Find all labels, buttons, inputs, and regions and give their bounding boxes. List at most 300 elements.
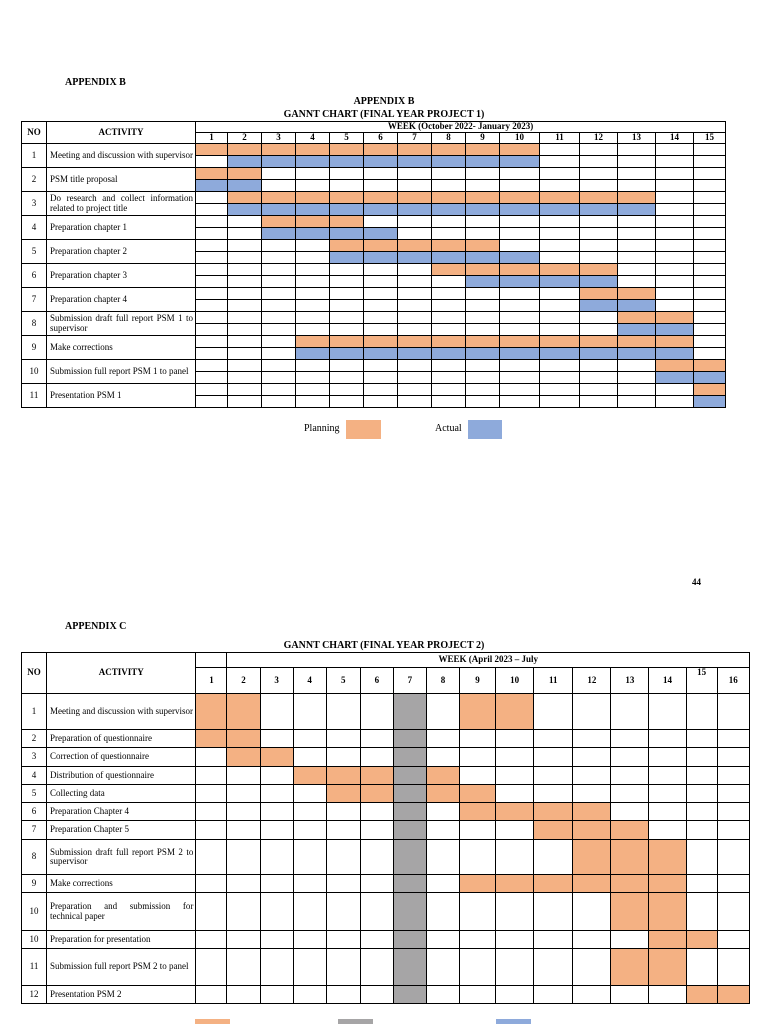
empty-cell xyxy=(611,931,649,949)
empty-cell xyxy=(426,821,459,840)
empty-cell xyxy=(656,192,694,204)
planning-bar-cell xyxy=(618,336,656,348)
week-number: 3 xyxy=(262,133,296,144)
planning-bar-cell xyxy=(496,694,534,730)
week-number: 14 xyxy=(656,133,694,144)
empty-cell xyxy=(540,300,580,312)
planning-bar-cell xyxy=(262,144,296,156)
empty-cell xyxy=(296,264,330,276)
empty-cell xyxy=(360,986,393,1004)
table-row xyxy=(22,360,726,372)
empty-cell xyxy=(227,803,260,821)
legend-actual-swatch xyxy=(468,420,502,439)
empty-cell xyxy=(686,730,717,748)
empty-cell xyxy=(618,180,656,192)
gantt-chart-2-title: GANNT CHART (FINAL YEAR PROJECT 2) xyxy=(283,640,485,651)
empty-cell xyxy=(196,228,228,240)
table-row xyxy=(22,240,726,252)
empty-cell xyxy=(686,803,717,821)
planning-bar-cell xyxy=(656,360,694,372)
legend-gray-swatch xyxy=(338,1019,373,1024)
empty-cell xyxy=(228,264,262,276)
week-number: 6 xyxy=(364,133,398,144)
planning-bar-cell xyxy=(228,168,262,180)
planning-bar-cell xyxy=(466,192,500,204)
actual-bar-cell xyxy=(330,228,364,240)
empty-cell xyxy=(432,384,466,396)
empty-cell xyxy=(296,324,330,336)
actual-bar-cell xyxy=(364,348,398,360)
empty-cell xyxy=(426,931,459,949)
empty-cell xyxy=(196,748,227,767)
empty-cell xyxy=(262,288,296,300)
empty-cell xyxy=(398,216,432,228)
empty-cell xyxy=(618,372,656,384)
empty-cell xyxy=(326,748,360,767)
appendix-c-label: APPENDIX C xyxy=(65,621,127,632)
empty-cell xyxy=(580,168,618,180)
actual-bar-cell xyxy=(398,252,432,264)
empty-cell xyxy=(686,785,717,803)
actual-bar-cell xyxy=(656,348,694,360)
empty-cell xyxy=(432,396,466,408)
empty-cell xyxy=(694,312,726,324)
empty-cell xyxy=(656,204,694,216)
empty-cell xyxy=(573,785,611,803)
empty-cell xyxy=(573,931,611,949)
actual-bar-cell xyxy=(656,324,694,336)
actual-bar-cell xyxy=(500,348,540,360)
empty-cell xyxy=(460,767,496,785)
legend-planning-label: Planning xyxy=(304,423,340,434)
empty-cell xyxy=(293,986,326,1004)
empty-cell xyxy=(580,252,618,264)
week-number: 1 xyxy=(196,133,228,144)
planning-bar-cell xyxy=(432,192,466,204)
empty-cell xyxy=(432,372,466,384)
actual-bar-cell xyxy=(466,276,500,288)
empty-cell xyxy=(686,694,717,730)
empty-cell xyxy=(196,840,227,875)
activity-label: Submission full report PSM 2 to panel xyxy=(47,949,196,986)
empty-cell xyxy=(500,372,540,384)
empty-cell xyxy=(466,384,500,396)
actual-bar-cell xyxy=(296,348,330,360)
actual-bar-cell xyxy=(540,204,580,216)
planning-bar-cell xyxy=(500,192,540,204)
planning-bar-cell xyxy=(694,360,726,372)
table-row xyxy=(22,312,726,324)
empty-cell xyxy=(694,228,726,240)
week-number: 5 xyxy=(330,133,364,144)
empty-cell xyxy=(611,694,649,730)
empty-cell xyxy=(540,252,580,264)
empty-cell xyxy=(398,396,432,408)
empty-cell xyxy=(649,748,686,767)
table-row xyxy=(22,931,750,949)
empty-cell xyxy=(228,240,262,252)
empty-cell xyxy=(656,300,694,312)
empty-cell xyxy=(260,875,293,893)
row-number: 5 xyxy=(22,785,47,803)
table-row xyxy=(22,168,726,180)
actual-bar-cell xyxy=(656,372,694,384)
planning-bar-cell xyxy=(500,264,540,276)
empty-cell xyxy=(460,949,496,986)
planning-bar-cell xyxy=(398,240,432,252)
empty-cell xyxy=(580,396,618,408)
planning-bar-cell xyxy=(686,986,717,1004)
empty-cell xyxy=(656,156,694,168)
empty-cell xyxy=(432,360,466,372)
empty-cell xyxy=(611,767,649,785)
empty-cell xyxy=(260,821,293,840)
empty-cell xyxy=(460,840,496,875)
planning-bar-cell xyxy=(364,144,398,156)
week-number: 15 xyxy=(686,668,717,694)
empty-cell xyxy=(360,893,393,931)
planning-bar-cell xyxy=(540,264,580,276)
activity-label: Do research and collect information related to project title xyxy=(47,192,196,216)
gantt-chart-1-title: GANNT CHART (FINAL YEAR PROJECT 1) xyxy=(283,109,485,120)
week-number: 2 xyxy=(227,668,260,694)
break-week-cell xyxy=(393,730,426,748)
empty-cell xyxy=(228,300,262,312)
empty-cell xyxy=(649,785,686,803)
break-week-cell xyxy=(393,694,426,730)
empty-cell xyxy=(580,216,618,228)
empty-cell xyxy=(656,276,694,288)
empty-cell xyxy=(500,396,540,408)
empty-cell xyxy=(330,168,364,180)
week-number: 10 xyxy=(496,668,534,694)
empty-cell xyxy=(466,312,500,324)
break-week-cell xyxy=(393,840,426,875)
planning-bar-cell xyxy=(227,748,260,767)
table-row xyxy=(22,216,726,228)
empty-cell xyxy=(686,748,717,767)
row-number: 1 xyxy=(22,694,47,730)
activity-label: Preparation and submission for technical paper xyxy=(47,893,196,931)
break-week-cell xyxy=(393,986,426,1004)
empty-cell xyxy=(360,803,393,821)
activity-label: Make corrections xyxy=(47,875,196,893)
actual-bar-cell xyxy=(364,156,398,168)
planning-bar-cell xyxy=(611,840,649,875)
activity-label: Submission full report PSM 1 to panel xyxy=(47,360,196,384)
empty-cell xyxy=(296,288,330,300)
actual-bar-cell xyxy=(466,156,500,168)
empty-cell xyxy=(656,288,694,300)
empty-cell xyxy=(228,348,262,360)
planning-bar-cell xyxy=(717,986,749,1004)
legend-planning-swatch xyxy=(195,1019,230,1024)
gantt-table-fyp2 xyxy=(21,652,750,1004)
empty-cell xyxy=(196,288,228,300)
planning-bar-cell xyxy=(611,821,649,840)
empty-cell xyxy=(618,144,656,156)
empty-cell xyxy=(196,875,227,893)
empty-cell xyxy=(717,748,749,767)
empty-cell xyxy=(466,372,500,384)
table-row xyxy=(22,821,750,840)
planning-bar-cell xyxy=(573,821,611,840)
actual-bar-cell xyxy=(262,228,296,240)
table-row xyxy=(22,840,750,875)
empty-cell xyxy=(694,156,726,168)
empty-cell xyxy=(398,276,432,288)
planning-bar-cell xyxy=(466,240,500,252)
planning-bar-cell xyxy=(330,336,364,348)
empty-cell xyxy=(196,324,228,336)
empty-cell xyxy=(686,840,717,875)
empty-cell xyxy=(496,785,534,803)
planning-bar-cell xyxy=(460,803,496,821)
empty-cell xyxy=(656,144,694,156)
empty-cell xyxy=(296,384,330,396)
empty-cell xyxy=(618,384,656,396)
empty-cell xyxy=(293,748,326,767)
empty-cell xyxy=(717,931,749,949)
planning-bar-cell xyxy=(460,875,496,893)
planning-bar-cell xyxy=(296,192,330,204)
week-number: 8 xyxy=(426,668,459,694)
row-number: 3 xyxy=(22,748,47,767)
empty-cell xyxy=(262,240,296,252)
empty-cell xyxy=(330,300,364,312)
empty-cell xyxy=(426,694,459,730)
empty-cell xyxy=(426,730,459,748)
empty-cell xyxy=(196,276,228,288)
activity-label: Correction of questionnaire xyxy=(47,748,196,767)
empty-cell xyxy=(460,986,496,1004)
planning-bar-cell xyxy=(611,949,649,986)
actual-bar-cell xyxy=(228,204,262,216)
empty-cell xyxy=(262,168,296,180)
empty-cell xyxy=(717,694,749,730)
actual-bar-cell xyxy=(432,156,466,168)
empty-cell xyxy=(573,694,611,730)
empty-cell xyxy=(656,216,694,228)
empty-cell xyxy=(330,384,364,396)
legend-actual-label: Actual xyxy=(435,423,462,434)
empty-cell xyxy=(196,240,228,252)
actual-bar-cell xyxy=(330,252,364,264)
planning-bar-cell xyxy=(580,264,618,276)
row-number: 6 xyxy=(22,803,47,821)
empty-cell xyxy=(398,312,432,324)
planning-bar-cell xyxy=(262,192,296,204)
actual-bar-cell xyxy=(618,300,656,312)
empty-cell xyxy=(432,216,466,228)
week-number: 15 xyxy=(694,133,726,144)
empty-cell xyxy=(293,821,326,840)
empty-cell xyxy=(466,228,500,240)
planning-bar-cell xyxy=(398,192,432,204)
empty-cell xyxy=(540,180,580,192)
planning-bar-cell xyxy=(649,931,686,949)
empty-cell xyxy=(686,821,717,840)
empty-cell xyxy=(500,312,540,324)
actual-bar-cell xyxy=(694,372,726,384)
activity-label: Distribution of questionnaire xyxy=(47,767,196,785)
week-number: 13 xyxy=(618,133,656,144)
activity-label: Presentation PSM 2 xyxy=(47,986,196,1004)
empty-cell xyxy=(496,840,534,875)
empty-cell xyxy=(426,986,459,1004)
empty-cell xyxy=(580,324,618,336)
empty-cell xyxy=(573,730,611,748)
empty-cell xyxy=(398,228,432,240)
planning-bar-cell xyxy=(227,694,260,730)
empty-cell xyxy=(262,180,296,192)
empty-cell xyxy=(649,986,686,1004)
week-number: 1 xyxy=(196,668,227,694)
empty-cell xyxy=(196,949,227,986)
empty-cell xyxy=(262,336,296,348)
week-number: 9 xyxy=(466,133,500,144)
week-number: 8 xyxy=(432,133,466,144)
empty-cell xyxy=(432,312,466,324)
actual-bar-cell xyxy=(228,180,262,192)
empty-cell xyxy=(426,748,459,767)
week-number: 11 xyxy=(540,133,580,144)
actual-bar-cell xyxy=(330,156,364,168)
week-number: 4 xyxy=(296,133,330,144)
planning-bar-cell xyxy=(432,240,466,252)
empty-cell xyxy=(500,300,540,312)
break-week-cell xyxy=(393,931,426,949)
empty-cell xyxy=(360,931,393,949)
empty-cell xyxy=(227,986,260,1004)
row-number: 4 xyxy=(22,767,47,785)
empty-cell xyxy=(694,324,726,336)
empty-cell xyxy=(540,156,580,168)
empty-cell xyxy=(196,312,228,324)
empty-cell xyxy=(466,180,500,192)
empty-cell xyxy=(686,893,717,931)
row-number: 4 xyxy=(22,216,47,240)
actual-bar-cell xyxy=(466,204,500,216)
empty-cell xyxy=(196,986,227,1004)
empty-cell xyxy=(364,384,398,396)
empty-cell xyxy=(500,324,540,336)
break-week-cell xyxy=(393,785,426,803)
planning-bar-cell xyxy=(611,893,649,931)
empty-cell xyxy=(686,949,717,986)
row-number: 2 xyxy=(22,168,47,192)
empty-cell xyxy=(398,384,432,396)
row-number: 8 xyxy=(22,840,47,875)
empty-cell xyxy=(260,803,293,821)
empty-cell xyxy=(694,144,726,156)
empty-cell xyxy=(262,252,296,264)
table-row xyxy=(22,264,726,276)
empty-cell xyxy=(398,264,432,276)
activity-label: Meeting and discussion with supervisor xyxy=(47,144,196,168)
empty-cell xyxy=(656,384,694,396)
actual-bar-cell xyxy=(262,204,296,216)
actual-bar-cell xyxy=(296,204,330,216)
empty-cell xyxy=(293,840,326,875)
empty-cell xyxy=(618,396,656,408)
planning-bar-cell xyxy=(500,144,540,156)
planning-bar-cell xyxy=(196,144,228,156)
empty-cell xyxy=(227,875,260,893)
empty-cell xyxy=(260,767,293,785)
empty-cell xyxy=(398,180,432,192)
empty-cell xyxy=(534,949,573,986)
empty-cell xyxy=(534,767,573,785)
empty-cell xyxy=(432,300,466,312)
actual-bar-cell xyxy=(432,204,466,216)
actual-bar-cell xyxy=(580,300,618,312)
table-row xyxy=(22,785,750,803)
empty-cell xyxy=(686,767,717,785)
empty-cell xyxy=(694,252,726,264)
empty-cell xyxy=(580,360,618,372)
appendix-b-heading: APPENDIX B xyxy=(353,96,415,107)
row-number: 12 xyxy=(22,986,47,1004)
week-number: 16 xyxy=(717,668,749,694)
empty-cell xyxy=(330,180,364,192)
week-number: 5 xyxy=(326,668,360,694)
empty-cell xyxy=(426,893,459,931)
empty-cell xyxy=(460,821,496,840)
empty-cell xyxy=(466,324,500,336)
empty-cell xyxy=(326,803,360,821)
empty-cell xyxy=(432,324,466,336)
empty-cell xyxy=(717,730,749,748)
empty-cell xyxy=(649,730,686,748)
empty-cell xyxy=(580,156,618,168)
empty-cell xyxy=(534,785,573,803)
planning-bar-cell xyxy=(364,336,398,348)
empty-cell xyxy=(398,288,432,300)
planning-bar-cell xyxy=(580,336,618,348)
row-number: 5 xyxy=(22,240,47,264)
empty-cell xyxy=(364,168,398,180)
actual-bar-cell xyxy=(364,252,398,264)
empty-cell xyxy=(694,300,726,312)
empty-cell xyxy=(360,730,393,748)
empty-cell xyxy=(228,228,262,240)
actual-bar-cell xyxy=(500,204,540,216)
planning-bar-cell xyxy=(432,264,466,276)
row-number: 11 xyxy=(22,384,47,408)
empty-cell xyxy=(656,180,694,192)
empty-cell xyxy=(694,180,726,192)
empty-cell xyxy=(649,803,686,821)
empty-cell xyxy=(227,931,260,949)
planning-bar-cell xyxy=(649,840,686,875)
legend-planning-swatch xyxy=(346,420,381,439)
week-number: 2 xyxy=(228,133,262,144)
actual-bar-cell xyxy=(364,228,398,240)
empty-cell xyxy=(717,785,749,803)
empty-cell xyxy=(540,360,580,372)
empty-cell xyxy=(398,360,432,372)
planning-bar-cell xyxy=(694,384,726,396)
empty-cell xyxy=(540,312,580,324)
week-number: 6 xyxy=(360,668,393,694)
planning-bar-cell xyxy=(364,192,398,204)
planning-bar-cell xyxy=(611,875,649,893)
row-number: 2 xyxy=(22,730,47,748)
empty-cell xyxy=(656,228,694,240)
empty-cell xyxy=(364,288,398,300)
empty-cell xyxy=(228,336,262,348)
